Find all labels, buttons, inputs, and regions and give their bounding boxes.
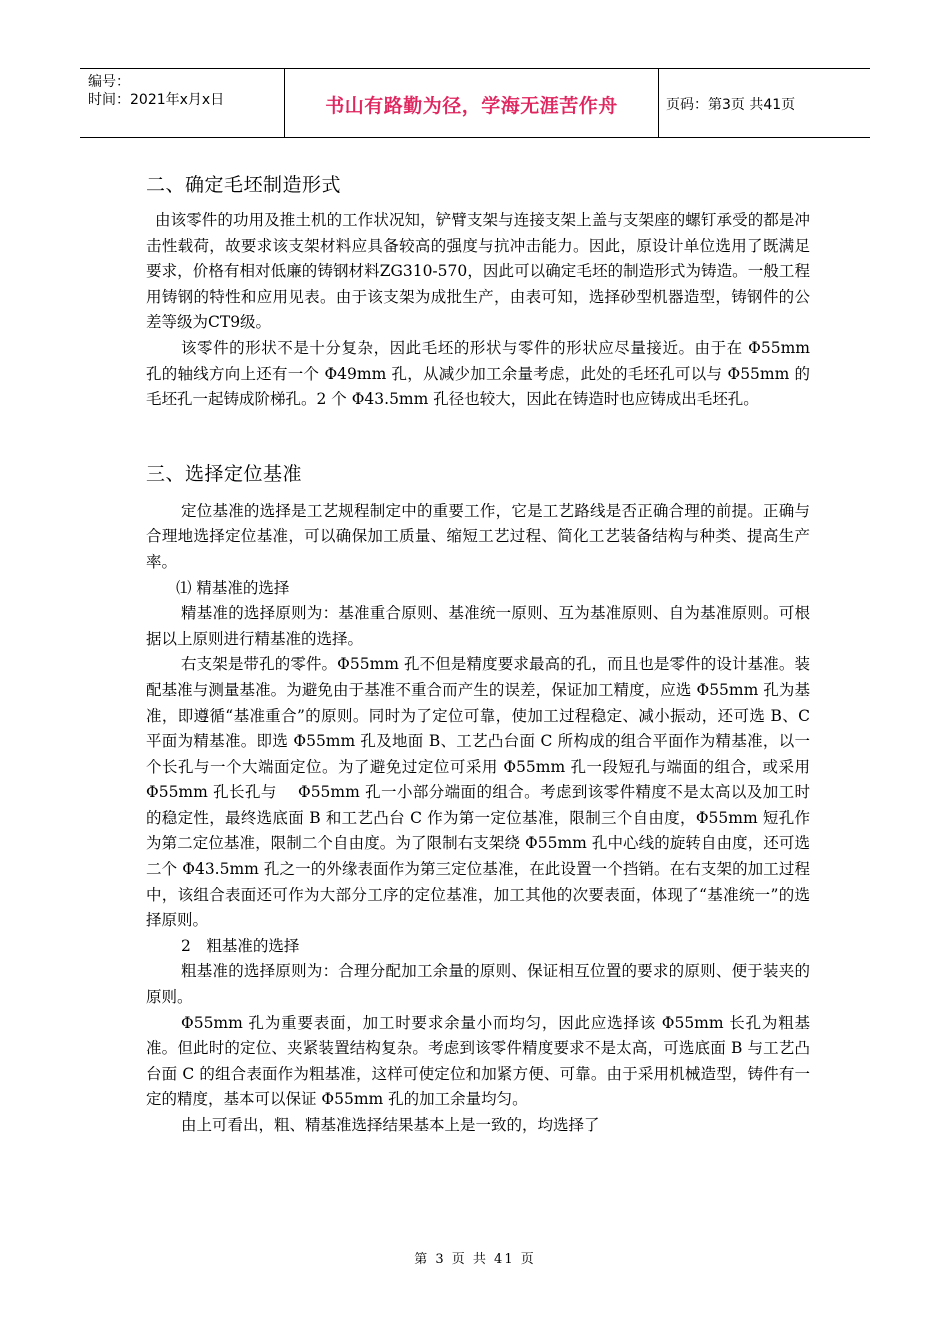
subsection-heading: ⑴ 精基准的选择 [176, 578, 290, 597]
page-header [80, 68, 870, 138]
paragraph: Φ55mm 孔为重要表面，加工时要求余量小而均匀，因此应选择该 Φ55mm 长孔为粗基准。但此时的定位、夹紧装置结构复杂。考虑到该零件精度要求不是太高，可选底面 B 与工艺凸台面 C 的组合表面作为粗基准，这样可使定位和加紧方便、可靠。由于采用机械造型，铸件有一定的精度，基本可以保证 Φ55mm 孔的加工余量均匀。 [146, 1013, 810, 1109]
header-page-info: 页码：第3页 共41页 [666, 97, 796, 113]
document-body [146, 170, 810, 1139]
paragraph: 右支架是带孔的零件。Φ55mm 孔不但是精度要求最高的孔，而且也是零件的设计基准。装配基准与测量基准。为避免由于基准不重合而产生的误差，保证加工精度，应选 Φ55mm 孔为基准，即遵循“基准重合”的原则。同时为了定位可靠，使加工过程稳定、减小振动，还可选 B、C 平面为精基准。即选 Φ55mm 孔及地面 B、工艺凸台面 C 所构成的组合平面作为精基准，以一个长孔与一个大端面定位。为了避免过定位可采用 Φ55mm 孔一段短孔与端面的组合，或采用 Φ55mm 孔长孔与 Φ55mm 孔一小部分端面的组合。考虑到该零件精度不是太高以及加工时的稳定性，最终选底面 B 和工艺凸台 C 作为第一定位基准，限制三个自由度，Φ55mm 短孔作为第二定位基准，限制二个自由度。为了限制右支架绕 Φ55mm 孔中心线的旋转自由度，还可选二个 Φ43.5mm 孔之一的外缘表面作为第三定位基准，在此设置一个挡销。在右支架的加工过程中，该组合表面还可作为大部分工序的定位基准，加工其他的次要表面，体现了“基准统一”的选择原则。 [146, 655, 810, 930]
paragraph: 由该零件的功用及推土机的工作状况知，铲臂支架与连接支架上盖与支架座的螺钉承受的都是冲击性载荷，故要求该支架材料应具备较高的强度与抗冲击能力。因此，原设计单位选用了既满足要求，价格有相对低廉的铸钢材料ZG310-570，因此可以确定毛坯的制造形式为铸造。一般工程用铸钢的特性和应用见表。由于该支架为成批生产，由表可知，选择砂型机器造型，铸钢件的公差等级为CT9级。 [146, 211, 810, 332]
section-title-blank-form: 二、确定毛坯制造形式 [146, 174, 342, 196]
header-motto: 书山有路勤为径，学海无涯苦作舟 [325, 95, 618, 117]
header-time-label: 时间：2021年x月x日 [88, 92, 225, 108]
header-divider [658, 69, 659, 137]
paragraph: 精基准的选择原则为：基准重合原则、基准统一原则、互为基准原则、自为基准原则。可根据以上原则进行精基准的选择。 [146, 604, 810, 648]
section-title-datum-selection: 三、选择定位基准 [146, 462, 303, 485]
paragraph: 由上可看出，粗、精基准选择结果基本上是一致的，均选择了 [181, 1116, 600, 1134]
paragraph: 粗基准的选择原则为：合理分配加工余量的原则、保证相互位置的要求的原则、便于装夹的原则。 [146, 962, 810, 1007]
subsection-heading: 2 粗基准的选择 [181, 936, 300, 955]
paragraph: 定位基准的选择是工艺规程制定中的重要工作，它是工艺路线是否正确合理的前提。正确与合理地选择定位基准，可以确保加工质量、缩短工艺过程、简化工艺装备结构与种类、提高生产率。 [146, 501, 810, 571]
header-number-label: 编号： [88, 74, 130, 90]
header-meta [88, 73, 224, 109]
page-footer: 第 3 页 共 41 页 [414, 1252, 536, 1267]
paragraph: 该零件的形状不是十分复杂，因此毛坯的形状与零件的形状应尽量接近。由于在 Φ55mm 孔的轴线方向上还有一个 Φ49mm 孔，从减少加工余量考虑，此处的毛坯孔可以与 Φ55mm 的毛坯孔一起铸成阶梯孔。2 个 Φ43.5mm 孔径也较大，因此在铸造时也应铸成出毛坯孔。 [146, 338, 810, 409]
